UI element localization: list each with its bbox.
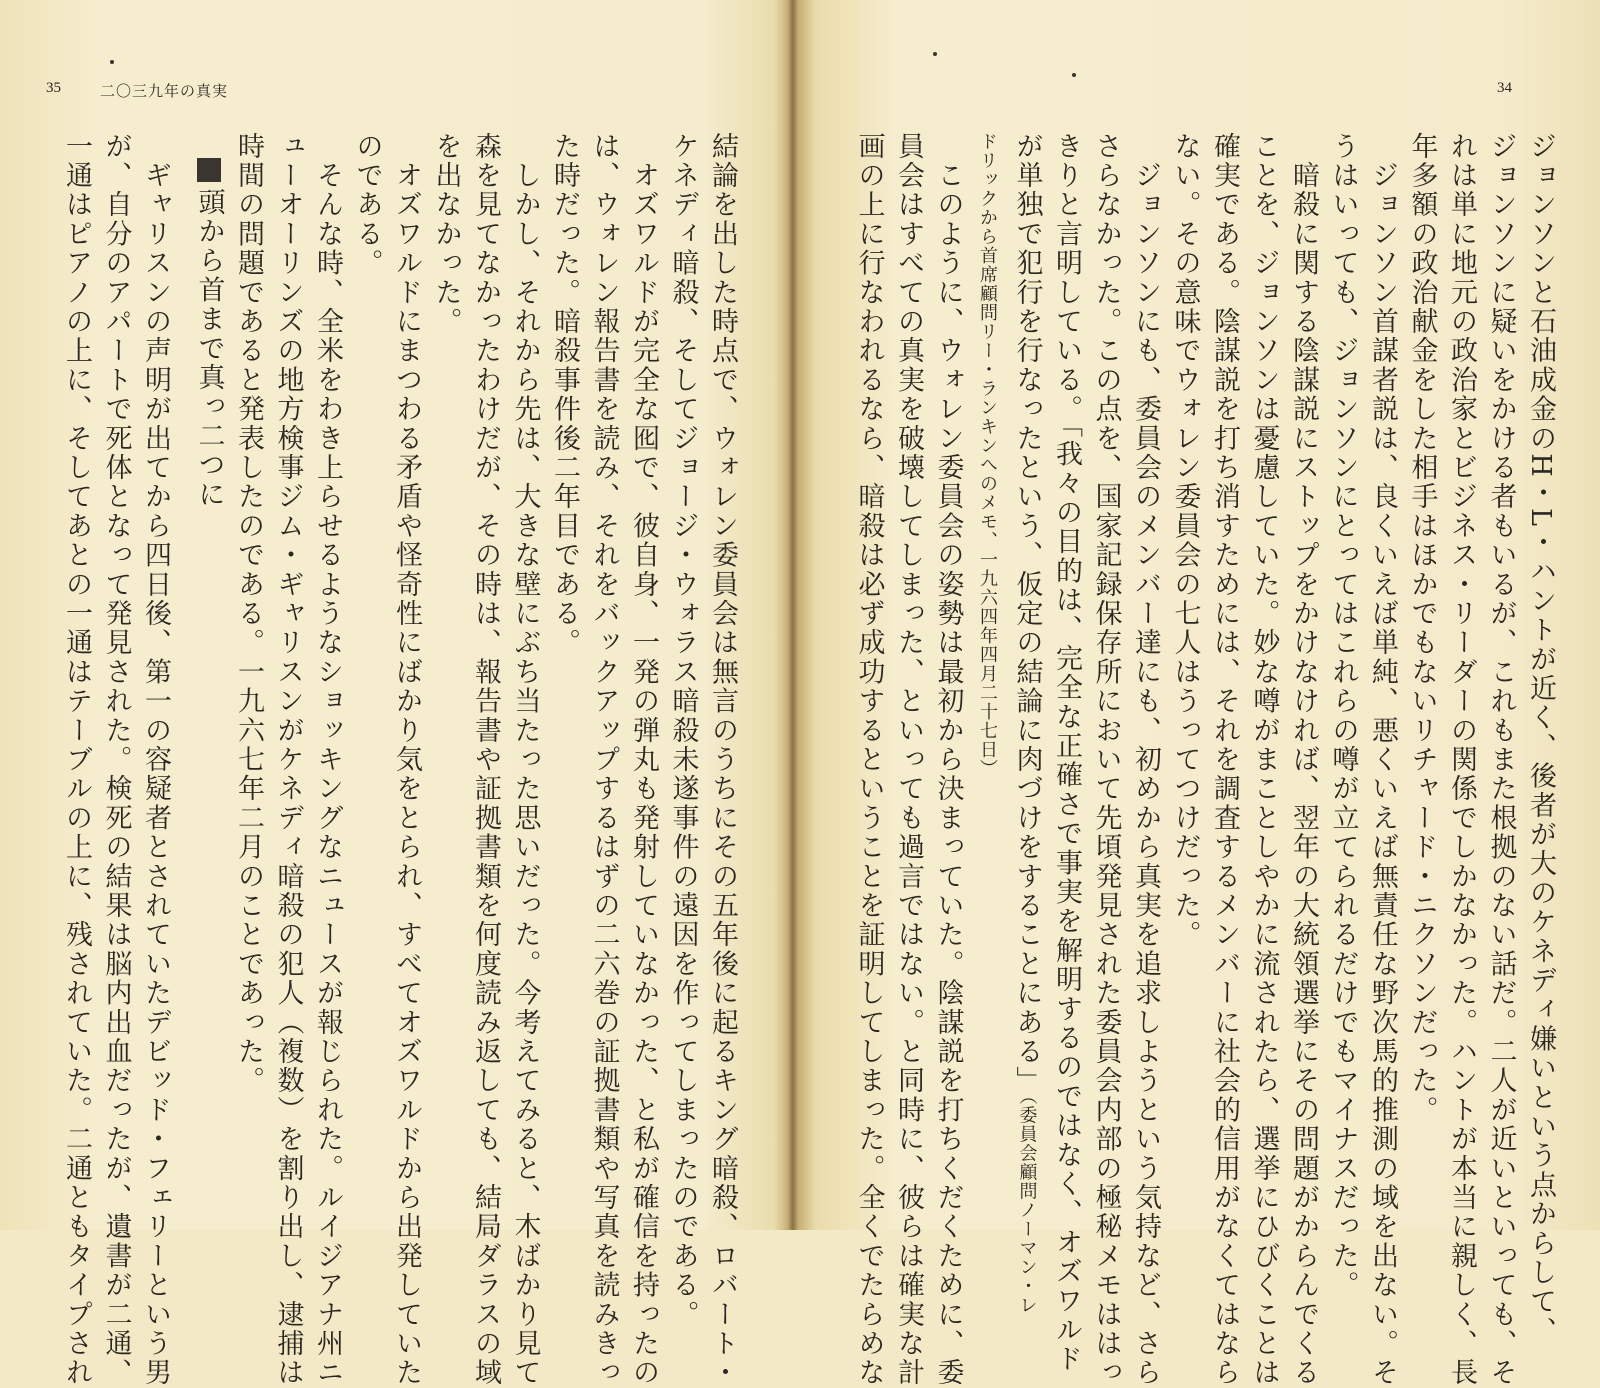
speck — [933, 52, 937, 56]
text-line: ジョンソンと石油成金のH・L・ハントが近く、後者が大のケネディ嫌いという点からして、 — [1525, 132, 1556, 1346]
text-line: 時間の問題であると発表したのである。一九六七年二月のことであった。 — [233, 132, 264, 1096]
text-line: きりと言明している。「我々の目的は、完全な正確さで事実を解明するのではなく、オズワルド — [1051, 132, 1082, 1375]
text-line: た時だった。暗殺事件後二年目である。 — [549, 132, 580, 658]
text-line: 確実である。陰謀説を打ち消すためには、それを調査するメンバーに社会的信用がなくてはなら — [1209, 132, 1240, 1388]
square-bullet-icon — [197, 158, 221, 182]
text-line: そんな時、全米をわき上らせるようなショッキングなニュースが報じられた。ルイジアナ州ニ — [312, 132, 343, 1388]
text-line: 画の上に行なわれるなら、暗殺は必ず成功するということを証明してしまった。全くでたらめな — [853, 132, 885, 1388]
text-line: しかし、それから先は、大きな壁にぶち当たった思いだった。今考えてみると、木ばかり見て — [509, 132, 541, 1388]
text-line: ケネディ暗殺、そしてジョージ・ウォラス暗殺未遂事件の遠因を作ってしまったのである。 — [667, 132, 699, 1330]
speck — [1072, 73, 1076, 77]
text-line: ない。その意味でウォレン委員会の七人はうってつけだった。 — [1169, 132, 1201, 950]
text-line: ジョンソンに疑いをかける者もいるが、これもまた根拠のない話だ。二人が近いといっても、そ — [1485, 132, 1517, 1388]
text-line: オズワルドにまつわる矛盾や怪奇性にばかり気をとられ、すべてオズワルドから出発していた — [391, 132, 422, 1388]
text-line: は、ウォレン報告書を読み、それをバックアップするはずの二六巻の証拠書類や写真を読みきっ — [588, 132, 620, 1388]
footnote-inline: （委員会顧問ノーマン・レ — [1016, 1095, 1038, 1315]
page-number-left: 35 — [46, 80, 61, 96]
section-heading-text: 頭から首まで真っ二つに — [193, 188, 225, 510]
text-line: さらなかった。この点を、国家記録保存所において先頃発見された委員会内部の極秘メモははっ — [1090, 132, 1122, 1388]
text-line: うはいっても、ジョンソンにとってはこれらの噂が立てられるだけでもマイナスだった。 — [1327, 132, 1359, 1300]
text-line: のである。 — [351, 132, 383, 278]
text-line: ことを、ジョンソンは憂慮していた。妙な噂がまことしやかに流されたら、選挙にひびくことは — [1248, 132, 1280, 1388]
text-line: 結論を出した時点で、ウォレン委員会は無言のうちにその五年後に起るキング暗殺、ロバート・ — [707, 132, 738, 1388]
speck — [110, 60, 114, 64]
text-line: れは単に地元の政治家とビジネス・リーダーの関係でしかなかった。ハントが本当に親しく、長 — [1446, 132, 1477, 1388]
page-number-right: 34 — [1497, 80, 1512, 96]
text-line — [1007, 132, 1047, 1315]
text-line: が、自分のアパートで死体となって発見された。検死の結果は脳内出血だったが、遺書が二通、 — [100, 132, 132, 1388]
section-heading — [189, 158, 229, 1140]
text-line: オズワルドが完全な囮で、彼自身、一発の弾丸も発射していなかった、と私が確信を持ったの — [628, 132, 659, 1388]
text-line: 員会はすべての真実を破壊してしまった、といっても過言ではない。と同時に、彼らは確実な計 — [893, 132, 924, 1388]
right-page — [792, 0, 1600, 1388]
left-page — [0, 0, 786, 1388]
text-line: ューオーリンズの地方検事ジム・ギャリスンがケネディ暗殺の犯人（複数）を割り出し、逮捕は — [272, 132, 304, 1388]
text-line: 暗殺に関する陰謀説にストップをかけなければ、翌年の大統領選挙にその問題がからんでくる — [1288, 132, 1319, 1388]
left-page-text — [22, 132, 742, 1388]
text-line: 森を見てなかったわけだが、その時は、報告書や証拠書類を何度読み返しても、結局ダラスの域 — [470, 132, 501, 1388]
text-line: このように、ウォレン委員会の姿勢は最初から決まっていた。陰謀説を打ちくだくために、委 — [932, 132, 964, 1388]
text-segment: が単独で犯行を行なったという、仮定の結論に肉づけをすることにある」 — [1011, 132, 1043, 1096]
text-line: 一通はピアノの上に、そしてあとの一通はテーブルの上に、残されていた。二通ともタイプされ — [61, 132, 92, 1388]
text-line: を出なかった。 — [430, 132, 462, 337]
text-line: 年多額の政治献金をした相手はほかでもないリチャード・ニクソンだった。 — [1406, 132, 1438, 1125]
right-page-text — [800, 132, 1560, 1388]
running-title: 二〇三九年の真実 — [100, 84, 229, 100]
text-line: ジョンソン首謀者説は、良くいえば単純、悪くいえば無責任な野次馬的推測の域を出ない。そ — [1367, 132, 1398, 1388]
note-line: ドリックから首席顧問リー・ランキンへのメモ、一九六四年四月二十七日） — [977, 132, 998, 778]
text-line: ギャリスンの声明が出てから四日後、第一の容疑者とされていたデビッド・フェリーという男 — [140, 132, 171, 1388]
text-line: ジョンソンにも、委員会のメンバー達にも、初めから真実を追求しようという気持など、さら — [1130, 132, 1161, 1388]
